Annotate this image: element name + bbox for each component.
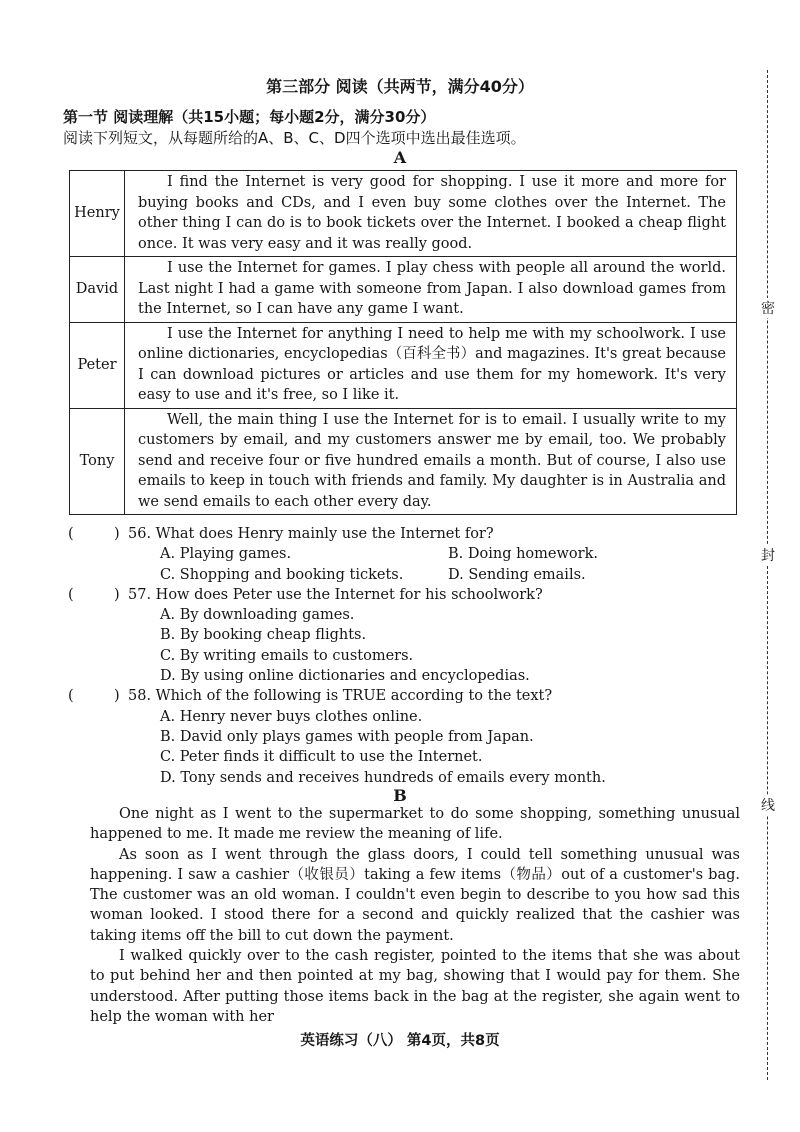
table-row [70,408,737,515]
binding-char-feng: 封 [759,545,777,565]
passage-b-letter: B [393,786,407,805]
paragraph: One night as I went to the supermarket to do some shopping, something unusual happened to me. It made me review the meaning of life. [90,806,740,843]
option-b: B. David only plays games with people from Japan. [160,728,534,745]
binding-char-xian: 线 [759,795,777,815]
option-d: D. By using online dictionaries and encyclopedias. [160,668,530,685]
instructions: 阅读下列短文，从每题所给的A、B、C、D四个选项中选出最佳选项。 [63,129,526,147]
option-a: A. Playing games. [160,546,292,563]
option-a: A. By downloading games. [160,607,355,624]
part-title: 第三部分 阅读（共两节，满分40分） [266,77,534,96]
answer-blank-close: ) [114,586,120,603]
option-a: A. Henry never buys clothes online. [160,708,423,725]
answer-blank-open[interactable]: ( [68,586,74,603]
option-c: C. Peter finds it difficult to use the Internet. [160,749,483,766]
speaker-name: David [70,257,125,323]
passage-b [90,804,740,1027]
table-row [70,171,737,257]
answer-blank-close: ) [114,688,120,705]
questions [68,524,768,788]
binding-dashed-line [767,70,768,1080]
table-row [70,257,737,323]
question-stem: 58. Which of the following is TRUE according to the text? [128,688,553,705]
speaker-text: I find the Internet is very good for shopping. I use it more and more for buying books and CDs, and I even buy some clothes over the Internet. The other thing I can do is to book tickets over the Internet. I booked a cheap flight once. It was very easy and it was really good. [138,174,726,252]
paragraph: As soon as I went through the glass doors, I could tell something unusual was happening. I saw a cashier（收银员）taking a few items（物品）out of a customer's bag. The customer was an old woman. I couldn't even begin to describe to you how sad this woman looked. I stood there for a second and quickly realized that the cashier was taking items off the bill to cut down the payment. [90,846,740,944]
speaker-name: Henry [70,171,125,257]
option-c: C. By writing emails to customers. [160,647,414,664]
question-stem: 57. How does Peter use the Internet for his schoolwork? [128,586,543,603]
option-d: D. Tony sends and receives hundreds of emails every month. [160,769,606,786]
answer-blank-close: ) [114,526,120,542]
section-title: 第一节 阅读理解（共15小题；每小题2分，满分30分） [63,108,436,126]
speaker-text: I use the Internet for anything I need to help me with my schoolwork. I use online dictionaries, encyclopedias（百科全书）and magazines. It's great because I can download pictures or articles and use them for my homework. It's very easy to use and it's free, so I like it. [138,325,726,403]
paragraph: I walked quickly over to the cash register, pointed to the items that she was about to put behind her and then pointed at my bag, showing that I would pay for them. She understood. After putting those items back in the bag at the register, she again went to help the woman with her [90,948,740,1025]
question-stem: 56. What does Henry mainly use the Internet for? [128,526,494,542]
speaker-name: Tony [70,408,125,515]
page-footer: 英语练习（八） 第4页，共8页 [300,1033,500,1049]
speaker-name: Peter [70,322,125,408]
option-b: B. By booking cheap flights. [160,627,367,644]
speaker-text: I use the Internet for games. I play chess with people all around the world. Last night I had a game with someone from Japan. I also download games from the Internet, so I can have any game I want. [138,260,726,317]
answer-blank-open[interactable]: ( [68,526,74,542]
table-row [70,322,737,408]
passage-a-table [69,170,737,515]
question-58 [68,686,768,706]
speaker-text: Well, the main thing I use the Internet for is to email. I usually write to my customers by email, and my customers answer me by email, too. We probably send and receive four or five hundred emails a month. But of course, I also use emails to keep in touch with friends and family. My daughter is in Australia and we send emails to each other every day. [138,411,726,510]
passage-a-letter: A [393,148,407,167]
question-57 [68,585,768,605]
option-b: B. Doing homework. [448,546,598,563]
answer-blank-open[interactable]: ( [68,688,74,705]
option-c: C. Shopping and booking tickets. [160,566,404,583]
binding-char-mi: 密 [759,298,777,318]
option-d: D. Sending emails. [448,566,586,583]
question-56 [68,524,768,544]
